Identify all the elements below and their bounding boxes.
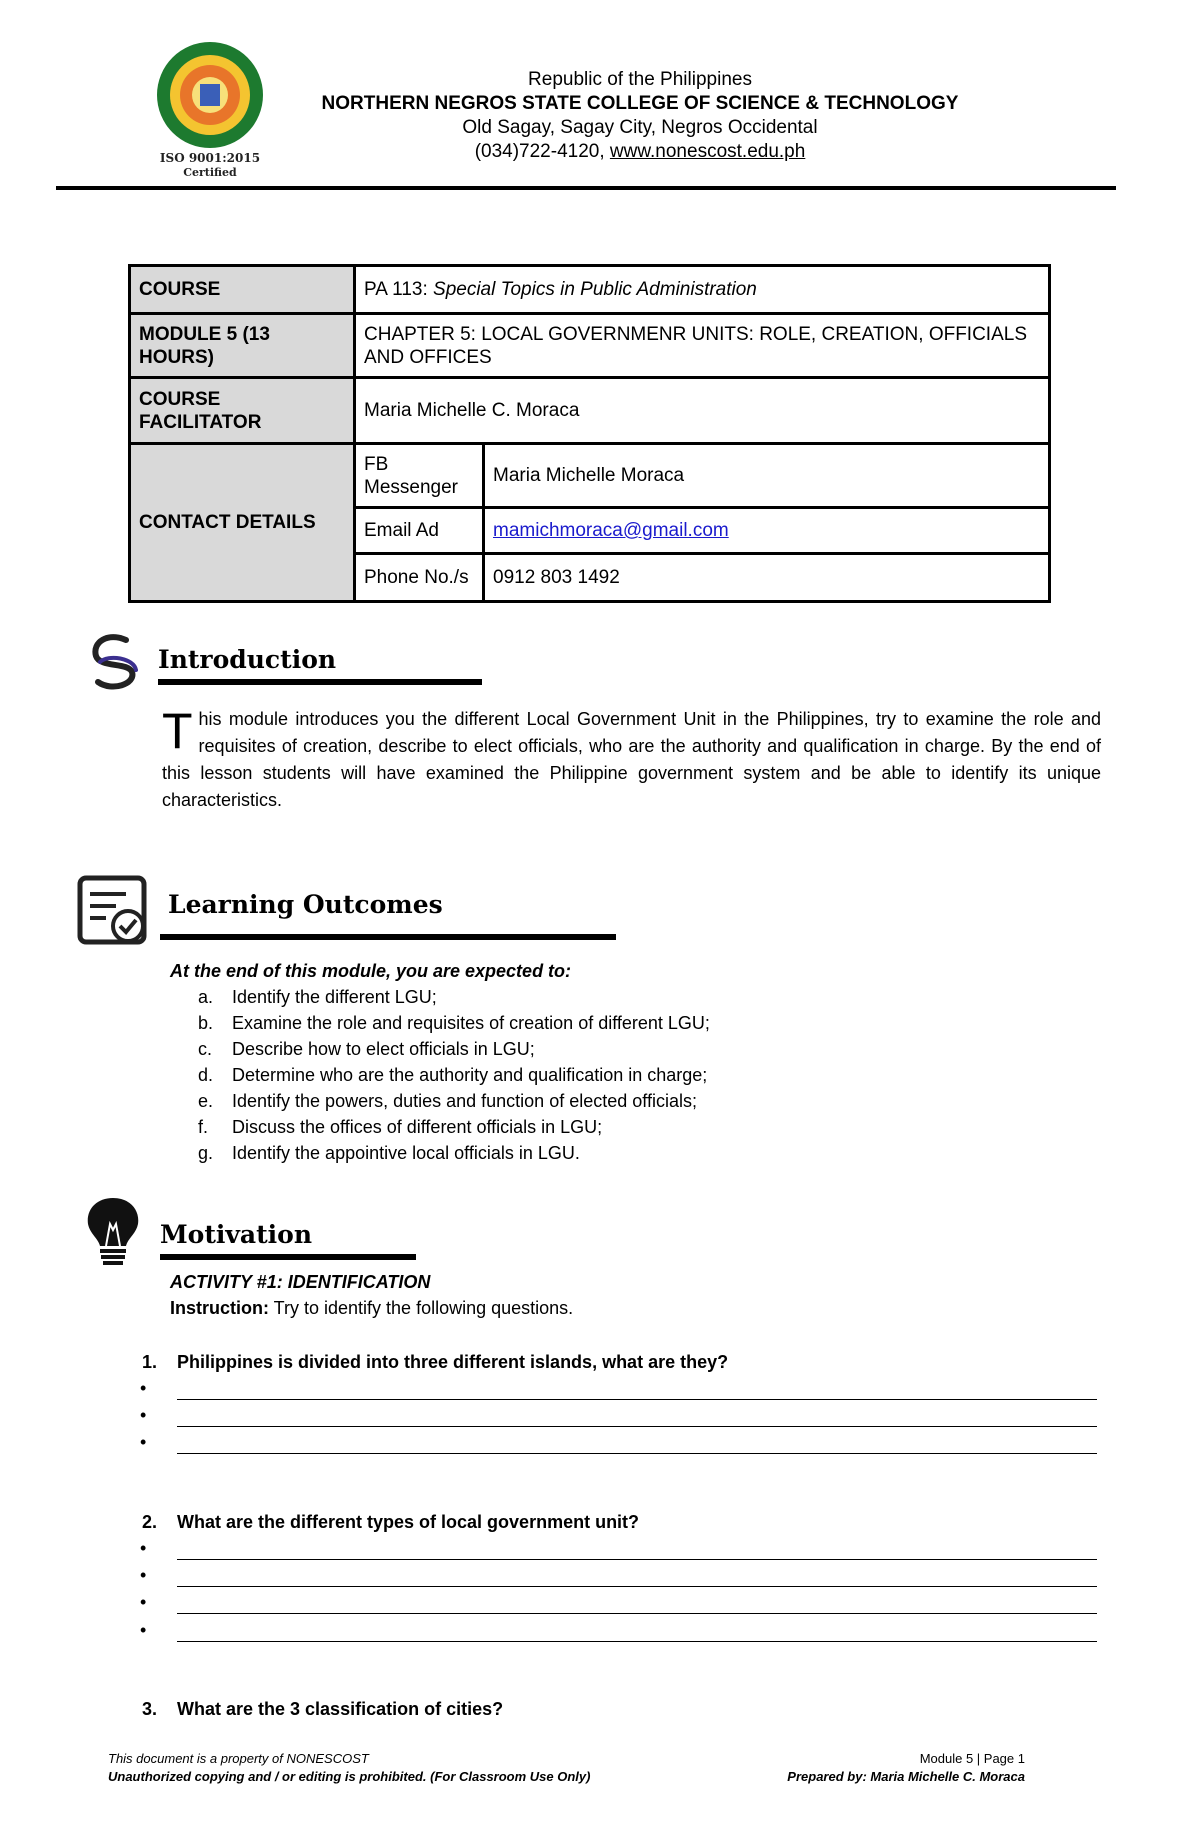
footer-property-note: This document is a property of NONESCOST [108, 1751, 369, 1766]
question-2-text: What are the different types of local government unit? [177, 1512, 640, 1532]
fb-value: Maria Michelle Moraca [484, 444, 1050, 508]
outcome-item [170, 1010, 1070, 1036]
instruction-line [170, 1298, 573, 1319]
college-contact [260, 140, 1020, 164]
footer-right [700, 1750, 1025, 1786]
facilitator-value: Maria Michelle C. Moraca [355, 378, 1050, 444]
college-logo [150, 40, 276, 182]
college-phone: (034)722-4120, [474, 141, 610, 162]
footer-left [108, 1750, 590, 1786]
answer-bullet: • [140, 1565, 147, 1585]
outcome-text: Describe how to elect officials in LGU; [232, 1039, 535, 1059]
answer-line[interactable] [177, 1641, 1097, 1642]
outcomes-block [170, 958, 1070, 1166]
outcomes-lead: At the end of this module, you are expected to: [170, 961, 572, 981]
checklist-icon [76, 874, 152, 946]
outcome-marker: d. [198, 1065, 214, 1085]
module-value: CHAPTER 5: LOCAL GOVERNMENR UNITS: ROLE, CREATION, OFFICIALS AND OFFICES [355, 314, 1050, 378]
answer-bullet: • [140, 1620, 147, 1640]
answer-line[interactable] [177, 1399, 1097, 1400]
logo-iso-text: ISO 9001:2015 [159, 151, 261, 165]
outcome-marker: a. [198, 987, 214, 1007]
introduction-paragraph [162, 703, 1101, 814]
outcome-item [170, 984, 1070, 1010]
motivation-underline [160, 1254, 416, 1260]
introduction-text: his module introduces you the different Local Government Unit in the Philippines, try to examine the role and requisites of creation, describe to elect officials, who are the authority and qualification in charge. By the end of this lesson students will have examined the Philippine government system and be able to identify its unique characteristics. [162, 709, 1101, 810]
college-name: NORTHERN NEGROS STATE COLLEGE OF SCIENCE & TECHNOLOGY [321, 93, 959, 114]
phone-value: 0912 803 1492 [484, 554, 1050, 602]
answer-line[interactable] [177, 1586, 1097, 1587]
outcomes-underline [160, 934, 616, 940]
outcome-text: Identify the powers, duties and function of elected officials; [232, 1091, 697, 1111]
outcome-text: Identify the appointive local officials in LGU. [232, 1143, 580, 1163]
republic-line: Republic of the Philippines [528, 69, 752, 90]
question-1-number: 1. [142, 1352, 158, 1372]
answer-bullet: • [140, 1592, 147, 1612]
answer-line[interactable] [177, 1613, 1097, 1614]
answer-line[interactable] [177, 1559, 1097, 1560]
footer-copyright-note: Unauthorized copying and / or editing is prohibited. (For Classroom Use Only) [108, 1769, 591, 1784]
introduction-dropcap: T [162, 703, 193, 759]
outcome-item [170, 1114, 1070, 1140]
instruction-text: Try to identify the following questions. [269, 1298, 574, 1318]
college-header [260, 68, 1020, 164]
course-code: PA 113: [364, 279, 434, 300]
question-3-text: What are the 3 classification of cities? [177, 1699, 504, 1719]
introduction-title: Introduction [158, 645, 337, 674]
outcome-item [170, 1088, 1070, 1114]
email-link[interactable]: mamichmoraca@gmail.com [493, 520, 729, 541]
course-title: Special Topics in Public Administration [433, 279, 757, 300]
outcome-marker: f. [198, 1117, 209, 1137]
contact-label: CONTACT DETAILS [130, 444, 355, 602]
footer-page-number: Module 5 | Page 1 [919, 1751, 1025, 1766]
outcomes-title: Learning Outcomes [168, 890, 443, 919]
outcome-marker: c. [198, 1039, 213, 1059]
outcome-marker: b. [198, 1013, 214, 1033]
outcome-item [170, 1036, 1070, 1062]
header-divider [56, 186, 1116, 190]
course-info-table [128, 264, 1051, 603]
motivation-title: Motivation [160, 1220, 313, 1249]
course-value [355, 266, 1050, 314]
outcome-text: Examine the role and requisites of creation of different LGU; [232, 1013, 710, 1033]
email-value [484, 508, 1050, 554]
outcomes-list [170, 984, 1070, 1166]
outcome-text: Discuss the offices of different officials in LGU; [232, 1117, 603, 1137]
email-label: Email Ad [355, 508, 484, 554]
facilitator-label: COURSE FACILITATOR [130, 378, 355, 444]
question-3-number: 3. [142, 1699, 158, 1719]
logo-certified-text: Certified [183, 166, 237, 179]
lightbulb-icon [84, 1196, 142, 1268]
fb-label: FB Messenger [355, 444, 484, 508]
answer-bullet: • [140, 1538, 147, 1558]
activity-title: ACTIVITY #1: IDENTIFICATION [170, 1272, 431, 1292]
outcome-item [170, 1140, 1070, 1166]
answer-line[interactable] [177, 1426, 1097, 1427]
introduction-icon [88, 632, 148, 694]
outcome-marker: e. [198, 1091, 214, 1111]
footer-prepared-by: Prepared by: Maria Michelle C. Moraca [787, 1769, 1025, 1784]
outcome-text: Determine who are the authority and qualification in charge; [232, 1065, 708, 1085]
answer-bullet: • [140, 1432, 147, 1452]
answer-bullet: • [140, 1378, 147, 1398]
question-2-number: 2. [142, 1512, 158, 1532]
outcome-text: Identify the different LGU; [232, 987, 437, 1007]
course-label: COURSE [130, 266, 355, 314]
answer-bullet: • [140, 1405, 147, 1425]
introduction-underline [158, 679, 482, 685]
question-1-text: Philippines is divided into three different islands, what are they? [177, 1352, 729, 1372]
phone-label: Phone No./s [355, 554, 484, 602]
outcome-item [170, 1062, 1070, 1088]
college-address: Old Sagay, Sagay City, Negros Occidental [462, 117, 818, 138]
module-label: MODULE 5 (13 HOURS) [130, 314, 355, 378]
college-website-link[interactable]: www.nonescost.edu.ph [609, 141, 806, 162]
answer-line[interactable] [177, 1453, 1097, 1454]
outcome-marker: g. [198, 1143, 214, 1163]
instruction-label: Instruction: [170, 1298, 269, 1318]
